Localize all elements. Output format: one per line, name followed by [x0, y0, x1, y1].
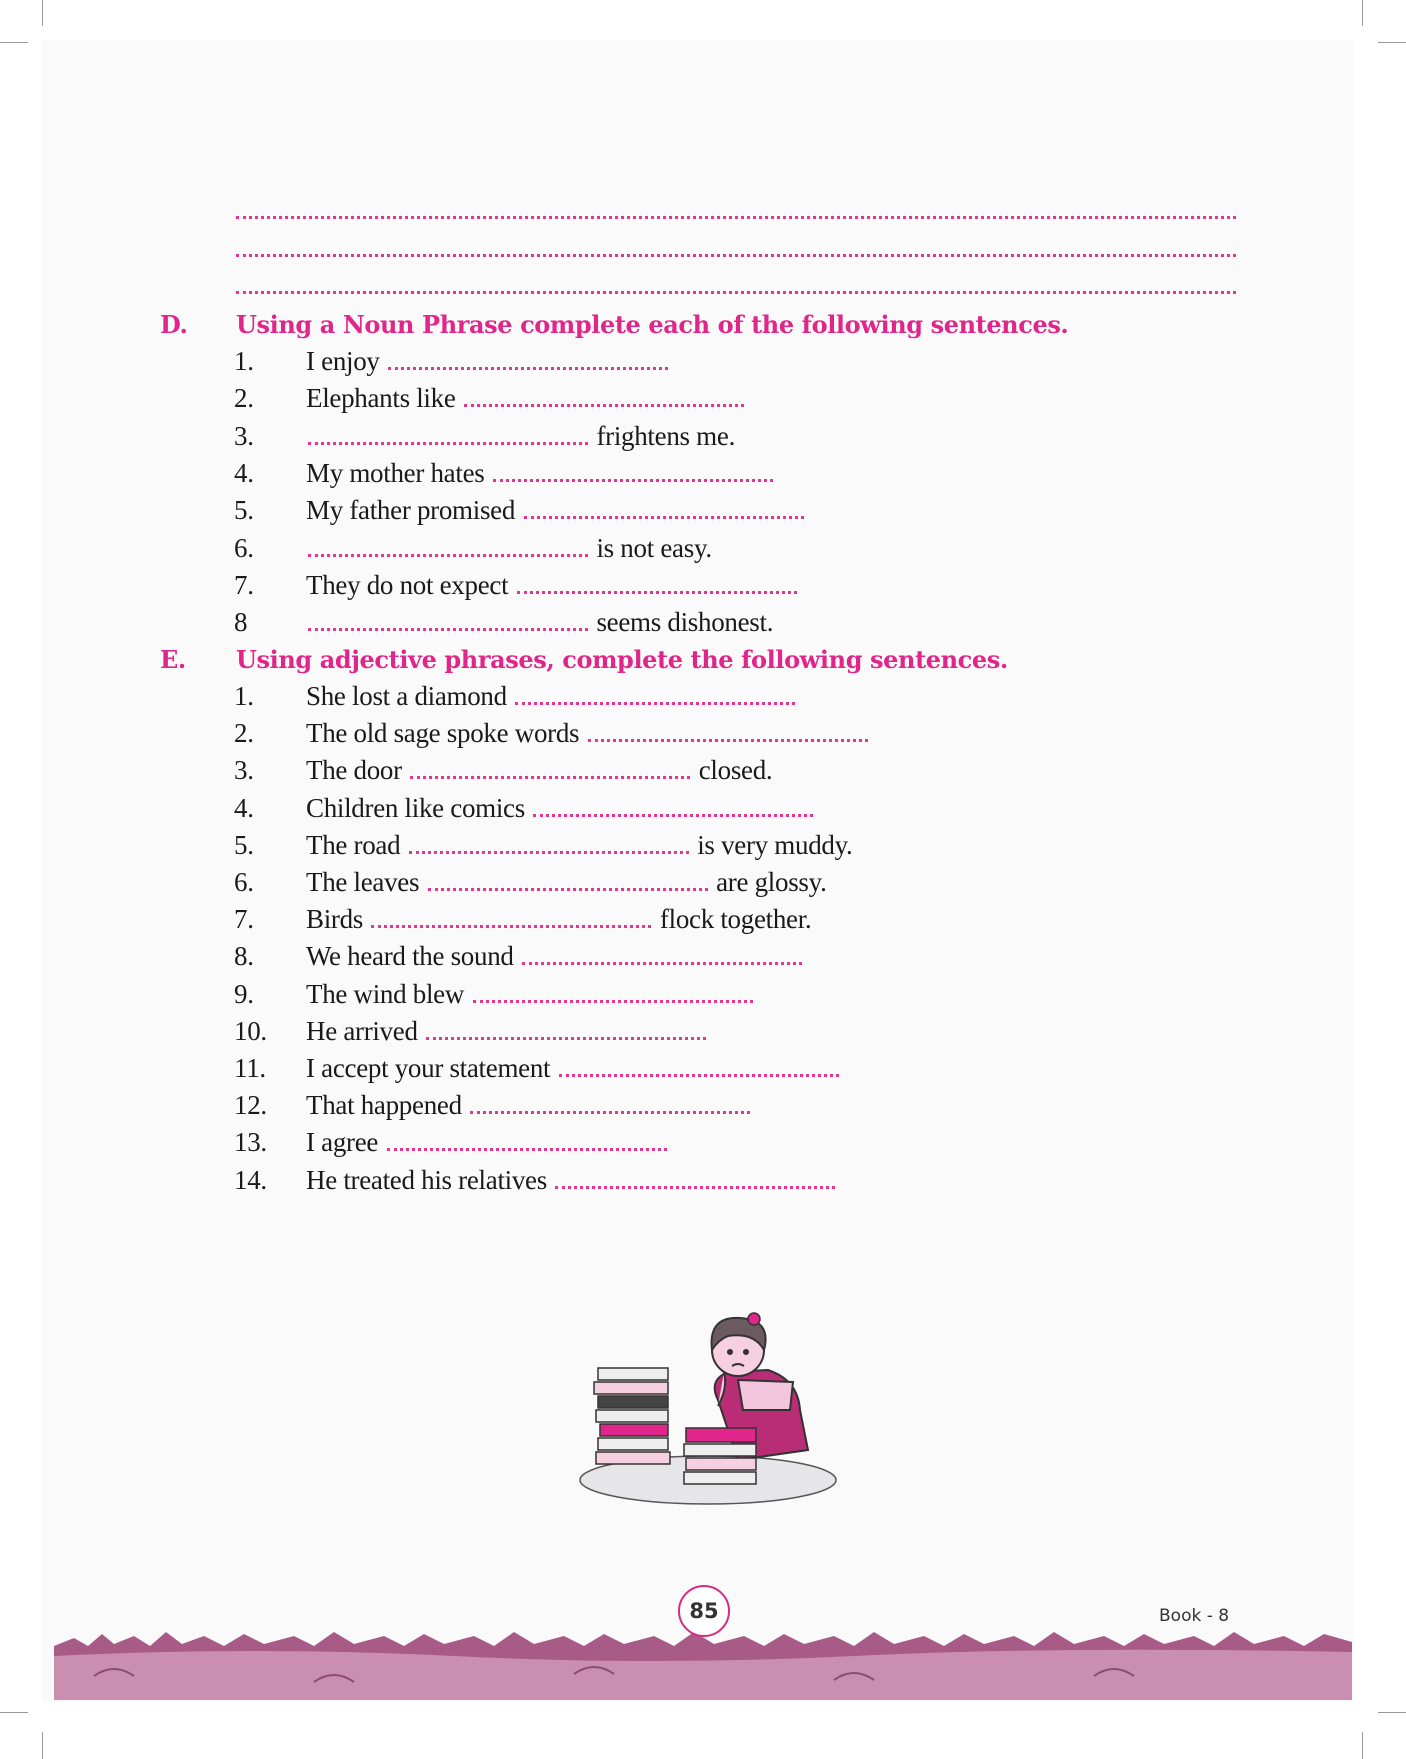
sentence-start: The road	[306, 829, 401, 860]
item-number: 7.	[234, 904, 254, 935]
crop-mark	[42, 1732, 43, 1759]
sentence-end: flock together.	[659, 904, 812, 935]
answer-line[interactable]	[236, 216, 1236, 219]
sentence-end: seems dishonest.	[596, 607, 774, 638]
crop-mark	[0, 1712, 28, 1713]
sentence-start: He treated his relatives	[306, 1164, 547, 1195]
item-number: 3.	[234, 755, 254, 786]
exercise-item	[234, 679, 797, 713]
blank-line[interactable]	[387, 1134, 667, 1151]
item-number: 1.	[234, 346, 254, 376]
girl-with-books-illustration	[568, 1310, 838, 1510]
exercise-item	[234, 753, 772, 787]
exercise-item	[234, 1088, 752, 1122]
sentence-start: I enjoy	[306, 346, 380, 376]
section-title: Using adjective phrases, complete the following sentences.	[236, 645, 1008, 674]
blank-line[interactable]	[428, 874, 708, 891]
exercise-item	[234, 344, 670, 378]
blank-line[interactable]	[308, 614, 588, 631]
exercise-item	[234, 716, 870, 750]
blank-line[interactable]	[308, 428, 588, 445]
exercise-item	[234, 791, 815, 825]
sentence-start: The leaves	[306, 867, 420, 897]
item-number: 13.	[234, 1127, 267, 1158]
exercise-item	[234, 381, 746, 415]
item-number: 5.	[234, 829, 254, 860]
section-letter: D.	[160, 310, 188, 339]
blank-line[interactable]	[493, 465, 773, 482]
sentence-start: Birds	[306, 904, 364, 935]
item-number: 8.	[234, 941, 254, 972]
sentence-start: He arrived	[306, 1015, 418, 1046]
exercise-item	[234, 1051, 841, 1085]
exercise-item	[234, 865, 827, 899]
crop-mark	[1378, 42, 1406, 43]
exercise-item	[234, 939, 804, 973]
item-number: 5.	[234, 495, 254, 526]
sentence-end: are glossy.	[716, 867, 827, 897]
blank-line[interactable]	[388, 353, 668, 370]
sentence-start: I agree	[306, 1127, 379, 1158]
sentence-end: is not easy.	[596, 532, 712, 563]
answer-line[interactable]	[236, 291, 1236, 294]
section-title: Using a Noun Phrase complete each of the following sentences.	[236, 310, 1069, 339]
sentence-start: She lost a diamond	[306, 681, 507, 711]
item-number: 4.	[234, 792, 254, 823]
blank-line[interactable]	[588, 725, 868, 742]
sentence-start: I accept your statement	[306, 1053, 551, 1083]
blank-line[interactable]	[559, 1060, 839, 1077]
answer-line[interactable]	[236, 254, 1236, 257]
exercise-item	[234, 568, 799, 602]
crop-mark	[42, 0, 43, 26]
exercise-item	[234, 1125, 669, 1159]
sentence-start: That happened	[306, 1090, 462, 1121]
exercise-item	[234, 605, 773, 639]
exercise-item	[234, 902, 811, 936]
blank-line[interactable]	[517, 577, 797, 594]
item-number: 6.	[234, 867, 254, 897]
blank-line[interactable]	[308, 540, 588, 557]
item-number: 2.	[234, 718, 254, 749]
sentence-start: We heard the sound	[306, 941, 514, 972]
blank-line[interactable]	[524, 502, 804, 519]
crop-mark	[0, 42, 28, 43]
exercise-item	[234, 531, 712, 565]
crop-mark	[1378, 1712, 1406, 1713]
item-number: 4.	[234, 457, 254, 488]
section-e-heading	[160, 645, 1260, 675]
blank-line[interactable]	[410, 762, 690, 779]
blank-line[interactable]	[522, 948, 802, 965]
item-number: 3.	[234, 420, 254, 451]
sentence-start: The old sage spoke words	[306, 718, 580, 749]
exercise-item	[234, 419, 735, 453]
page-number: 85	[678, 1585, 730, 1637]
blank-line[interactable]	[464, 390, 744, 407]
item-number: 1.	[234, 681, 254, 711]
sentence-end: frightens me.	[596, 420, 736, 451]
blank-line[interactable]	[533, 800, 813, 817]
exercise-item	[234, 828, 853, 862]
book-label: Book - 8	[1159, 1606, 1230, 1626]
item-number: 10.	[234, 1015, 267, 1046]
sentence-start: They do not expect	[306, 569, 509, 600]
sentence-start: The wind blew	[306, 978, 465, 1009]
exercise-item	[234, 977, 755, 1011]
sentence-start: Children like comics	[306, 792, 525, 823]
blank-line[interactable]	[515, 688, 795, 705]
blank-line[interactable]	[371, 911, 651, 928]
crop-mark	[1362, 1732, 1363, 1759]
section-letter: E.	[160, 645, 186, 674]
item-number: 8	[234, 607, 248, 638]
sentence-start: My mother hates	[306, 457, 485, 488]
blank-line[interactable]	[470, 1097, 750, 1114]
blank-line[interactable]	[555, 1172, 835, 1189]
blank-line[interactable]	[409, 837, 689, 854]
blank-line[interactable]	[473, 986, 753, 1003]
exercise-item	[234, 1163, 837, 1197]
sentence-end: closed.	[698, 755, 773, 786]
crop-mark	[1362, 0, 1363, 26]
item-number: 7.	[234, 569, 254, 600]
item-number: 6.	[234, 532, 254, 563]
exercise-item	[234, 456, 775, 490]
sentence-start: My father promised	[306, 495, 516, 526]
exercise-item	[234, 1014, 708, 1048]
sentence-start: The door	[306, 755, 402, 786]
item-number: 11.	[234, 1053, 266, 1083]
item-number: 9.	[234, 978, 254, 1009]
exercise-item	[234, 493, 806, 527]
sentence-start: Elephants like	[306, 383, 456, 414]
sentence-end: is very muddy.	[697, 829, 853, 860]
section-d-heading	[160, 310, 1260, 340]
item-number: 2.	[234, 383, 254, 414]
item-number: 12.	[234, 1090, 267, 1121]
item-number: 14.	[234, 1164, 267, 1195]
blank-line[interactable]	[426, 1023, 706, 1040]
